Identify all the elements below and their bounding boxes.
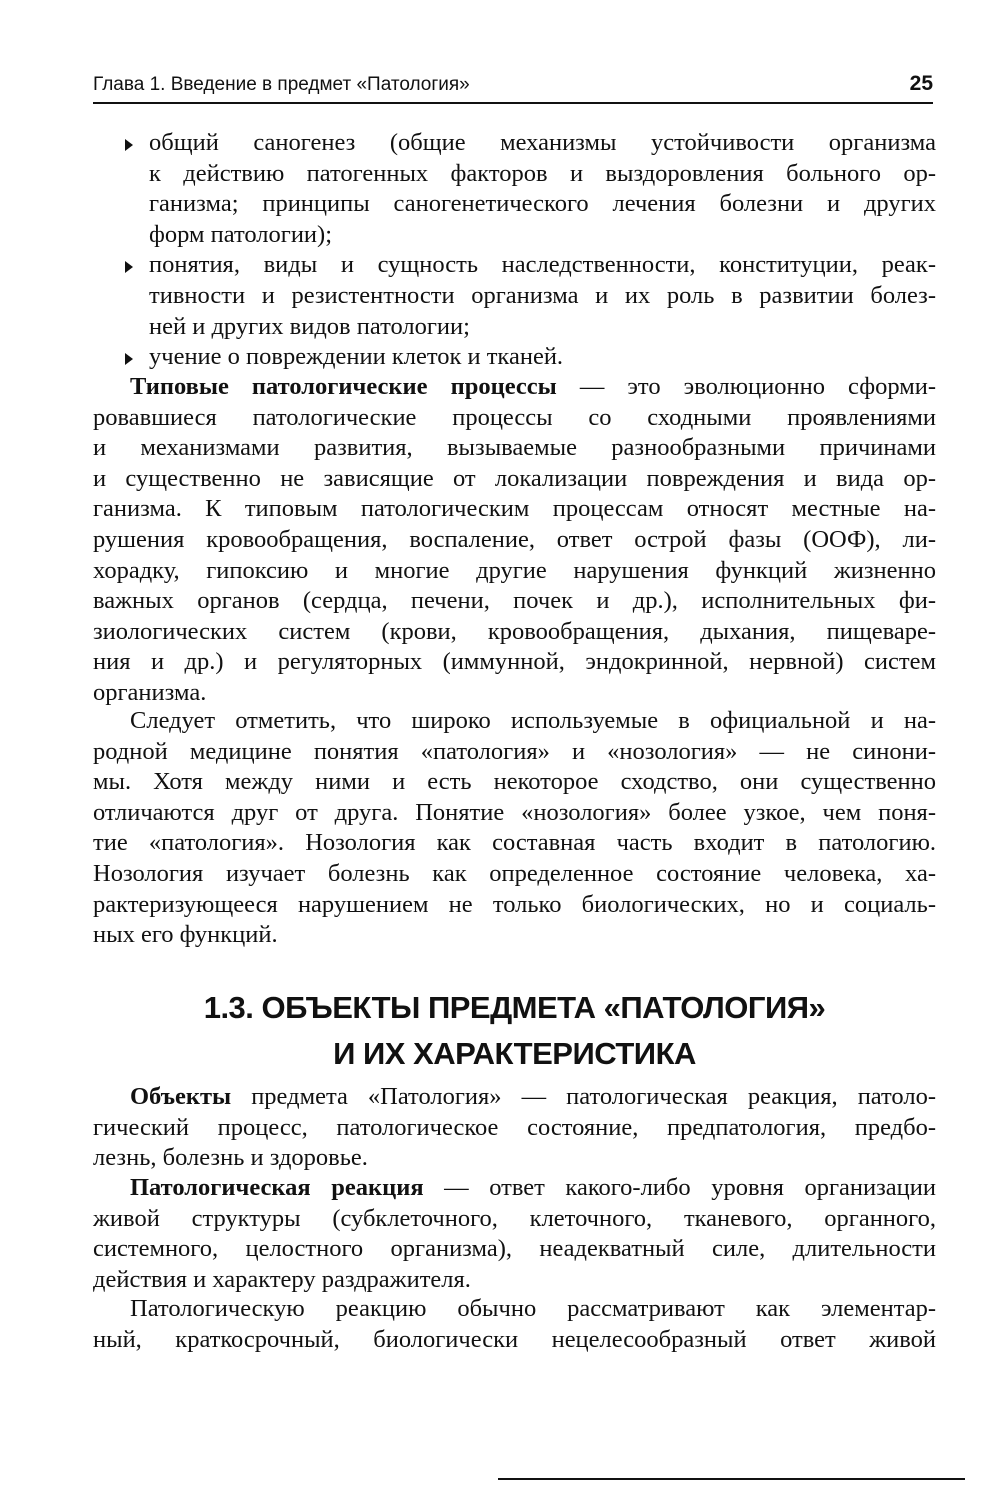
triangle-bullet-icon xyxy=(125,353,133,365)
footer-rule xyxy=(498,1478,965,1480)
paragraph-pathology-nosology: Следует отметить, что широко используемые в официальной и на- родной медицине понятия «патология» и «нозология» — не синони- мы. Хотя между ними и есть некоторое сходство, они существенно отличаются друг от друга. Понятие «нозология» более узкое, чем поня- тие «патология». Нозология как составная часть входит в патологию. Нозология изучает болезнь как определенное состояние человека, ха- рактеризующееся нарушением не только биологических, но и социаль- ных его функций. xyxy=(93,707,936,949)
term-pathological-reaction: Патологическая реакция xyxy=(130,1174,424,1201)
bullet-item: учение о повреждении клеток и тканей. xyxy=(123,342,936,373)
paragraph-objects: Объекты предмета «Патология» — патологическая реакция, патоло- гический процесс, патологическое состояние, предпатология, предбо- лезнь, болезнь и здоровье. xyxy=(93,1083,936,1172)
triangle-bullet-icon xyxy=(125,261,133,273)
term-typical-processes: Типовые патологические процессы xyxy=(130,373,557,400)
bullet-list xyxy=(123,128,936,373)
chapter-title: Глава 1. Введение в предмет «Патология» xyxy=(93,74,470,95)
paragraph-pathological-reaction: Патологическая реакция — ответ какого-либо уровня организации живой структуры (субклеточного, клеточного, тканевого, органного, системного, целостного организма), неадекватный силе, длительности действия и характеру раздражителя. xyxy=(93,1174,936,1293)
bullet-item: понятия, виды и сущность наследственности, конституции, реак- тивности и резистентности организма и их роль в развитии болез- ней и других видов патологии; xyxy=(123,250,936,342)
paragraph-reaction-continued: Патологическую реакцию обычно рассматривают как элементар- ный, краткосрочный, биологически нецелесообразный ответ живой xyxy=(93,1295,936,1353)
section-heading: 1.3. ОБЪЕКТЫ ПРЕДМЕТА «ПАТОЛОГИЯ» И ИХ ХАРАКТЕРИСТИКА xyxy=(203,990,826,1071)
page-number: 25 xyxy=(909,72,933,95)
running-header xyxy=(93,70,933,104)
bullet-item: общий саногенез (общие механизмы устойчивости организма к действию патогенных факторов и выздоровления больного ор- ганизма; принципы саногенетического лечения болезни и других форм патологии); xyxy=(123,128,936,250)
paragraph-typical-processes: Типовые патологические процессы — это эволюционно сформи- ровавшиеся патологические процессы со сходными проявлениями и механизмами развития, вызываемые разнообразными причинами и существенно не зависящие от локализации повреждения и вида ор- ганизма. К типовым патологическим процессам относят местные на- рушения кровообращения, воспаление, ответ острой фазы (ООФ), ли- хорадку, гипоксию и многие другие нарушения функций жизненно важных органов (сердца, печени, почек и др.), исполнительных фи- зиологических систем (крови, кровообращения, дыхания, пищеваре- ния и др.) и регуляторных (иммунной, эндокринной, нервной) систем организма. xyxy=(93,373,937,706)
term-objects: Объекты xyxy=(130,1083,232,1110)
triangle-bullet-icon xyxy=(125,139,133,151)
